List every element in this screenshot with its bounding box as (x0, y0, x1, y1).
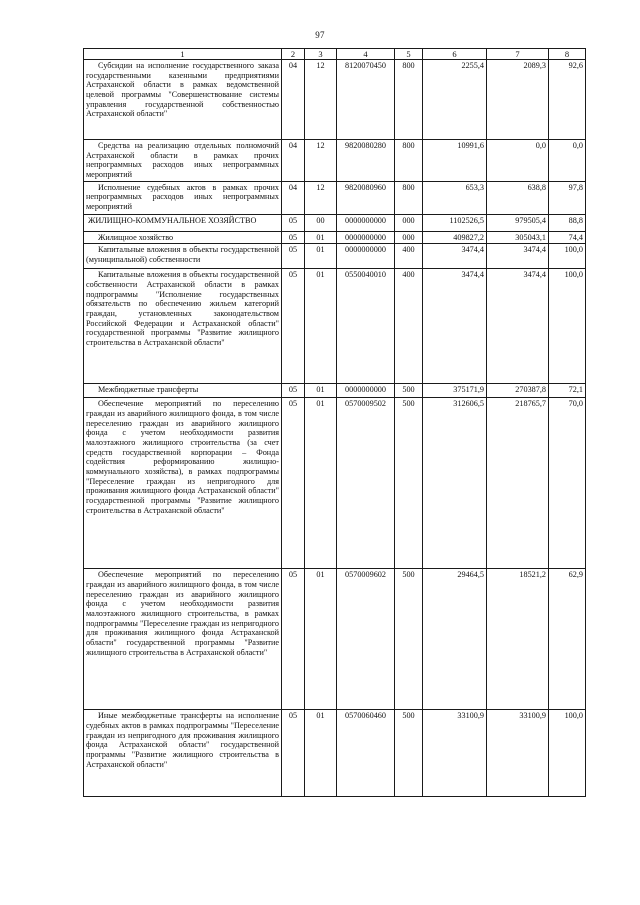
planned-amount: 409827,2 (423, 231, 487, 244)
target-article-code: 9820080280 (337, 140, 395, 182)
executed-amount: 0,0 (487, 140, 549, 182)
section-code: 05 (282, 244, 305, 269)
executed-amount: 979505,4 (487, 214, 549, 231)
row-name: Межбюджетные трансферты (84, 384, 282, 398)
section-code: 05 (282, 214, 305, 231)
executed-amount: 33100,9 (487, 710, 549, 797)
planned-amount: 3474,4 (423, 244, 487, 269)
target-article-code: 9820080960 (337, 181, 395, 214)
execution-percent: 0,0 (549, 140, 586, 182)
planned-amount: 653,3 (423, 181, 487, 214)
execution-percent: 97,8 (549, 181, 586, 214)
table-row (84, 214, 586, 231)
column-header: 2 (282, 49, 305, 60)
target-article-code: 0000000000 (337, 231, 395, 244)
expense-type-code: 800 (395, 181, 423, 214)
expense-type-code: 000 (395, 214, 423, 231)
column-header: 3 (305, 49, 337, 60)
subsection-code: 01 (305, 710, 337, 797)
table-row (84, 140, 586, 182)
execution-percent: 62,9 (549, 569, 586, 710)
table-header-row (84, 49, 586, 60)
execution-percent: 88,8 (549, 214, 586, 231)
row-name: Обеспечение мероприятий по переселению граждан из аварийного жилищного фонда, в том числе переселению граждан из аварийного жилищного фонда с учетом необходимости развития малоэтажного жилищного строительства (за счет средств государственной корпорации – Фонда содействия реформированию жилищно-коммунального хозяйства), в рамках подпрограммы "Переселение граждан из непригодного для проживания жилищного фонда Астраханской области" государственной программы "Развитие жилищного строительства в Астраханской области" (84, 398, 282, 569)
planned-amount: 3474,4 (423, 269, 487, 384)
section-code: 04 (282, 181, 305, 214)
executed-amount: 305043,1 (487, 231, 549, 244)
subsection-code: 12 (305, 181, 337, 214)
expense-type-code: 500 (395, 384, 423, 398)
column-header: 6 (423, 49, 487, 60)
execution-percent: 100,0 (549, 710, 586, 797)
planned-amount: 10991,6 (423, 140, 487, 182)
section-code: 05 (282, 231, 305, 244)
executed-amount: 638,8 (487, 181, 549, 214)
expense-type-code: 800 (395, 60, 423, 140)
row-name: Субсидии на исполнение государственного заказа государственными казенными предприятиями Астраханской области в рамках ведомственной целевой программы "Совершенствование системы управления государственной собственностью Астраханской области" (84, 60, 282, 140)
subsection-code: 12 (305, 140, 337, 182)
section-code: 05 (282, 569, 305, 710)
table-row (84, 269, 586, 384)
executed-amount: 218765,7 (487, 398, 549, 569)
executed-amount: 3474,4 (487, 244, 549, 269)
subsection-code: 01 (305, 231, 337, 244)
planned-amount: 1102526,5 (423, 214, 487, 231)
table-row (84, 244, 586, 269)
target-article-code: 0570009602 (337, 569, 395, 710)
column-header: 1 (84, 49, 282, 60)
row-name: Жилищное хозяйство (84, 231, 282, 244)
budget-table (83, 48, 586, 797)
subsection-code: 01 (305, 569, 337, 710)
table-row (84, 398, 586, 569)
target-article-code: 0570009502 (337, 398, 395, 569)
subsection-code: 01 (305, 384, 337, 398)
column-header: 8 (549, 49, 586, 60)
row-name: Исполнение судебных актов в рамках прочих непрограммных расходов иных непрограммных мероприятий (84, 181, 282, 214)
subsection-code: 01 (305, 244, 337, 269)
expense-type-code: 500 (395, 398, 423, 569)
target-article-code: 8120070450 (337, 60, 395, 140)
expense-type-code: 500 (395, 710, 423, 797)
execution-percent: 74,4 (549, 231, 586, 244)
row-name: Капитальные вложения в объекты государственной (муниципальной) собственности (84, 244, 282, 269)
execution-percent: 70,0 (549, 398, 586, 569)
subsection-code: 01 (305, 269, 337, 384)
table-row (84, 710, 586, 797)
executed-amount: 2089,3 (487, 60, 549, 140)
column-header: 7 (487, 49, 549, 60)
expense-type-code: 500 (395, 569, 423, 710)
subsection-code: 00 (305, 214, 337, 231)
target-article-code: 0550040010 (337, 269, 395, 384)
table-row (84, 569, 586, 710)
planned-amount: 2255,4 (423, 60, 487, 140)
section-code: 05 (282, 384, 305, 398)
table-row (84, 384, 586, 398)
column-header: 5 (395, 49, 423, 60)
planned-amount: 375171,9 (423, 384, 487, 398)
subsection-code: 01 (305, 398, 337, 569)
execution-percent: 100,0 (549, 269, 586, 384)
execution-percent: 100,0 (549, 244, 586, 269)
executed-amount: 18521,2 (487, 569, 549, 710)
section-code: 05 (282, 710, 305, 797)
row-name: Обеспечение мероприятий по переселению граждан из аварийного жилищного фонда, в том числе переселению граждан из аварийного жилищного фонда с учетом необходимости развития малоэтажного жилищного строительства, в рамках подпрограммы "Переселение граждан из непригодного для проживания жилищного фонда Астраханской области" государственной программы "Развитие жилищного строительства в Астраханской области" (84, 569, 282, 710)
row-name: Капитальные вложения в объекты государственной собственности Астраханской области в рамках подпрограммы "Исполнение государственных обязательств по обеспечению жильем категорий граждан, установленных законодательством Российской Федерации и Астраханской области" государственной программы "Развитие жилищного строительства в Астраханской области" (84, 269, 282, 384)
row-name: Иные межбюджетные трансферты на исполнение судебных актов в рамках подпрограммы "Переселение граждан из непригодного для проживания жилищного фонда Астраханской области" государственной программы "Развитие жилищного строительства в Астраханской области" (84, 710, 282, 797)
planned-amount: 29464,5 (423, 569, 487, 710)
subsection-code: 12 (305, 60, 337, 140)
expense-type-code: 000 (395, 231, 423, 244)
table-row (84, 60, 586, 140)
target-article-code: 0000000000 (337, 214, 395, 231)
expense-type-code: 400 (395, 244, 423, 269)
target-article-code: 0570060460 (337, 710, 395, 797)
column-header: 4 (337, 49, 395, 60)
expense-type-code: 400 (395, 269, 423, 384)
section-code: 04 (282, 60, 305, 140)
expense-type-code: 800 (395, 140, 423, 182)
row-name: ЖИЛИЩНО-КОММУНАЛЬНОЕ ХОЗЯЙСТВО (84, 214, 282, 231)
section-code: 05 (282, 398, 305, 569)
row-name: Средства на реализацию отдельных полномочий Астраханской области в рамках прочих непрограммных расходов иных непрограммных мероприятий (84, 140, 282, 182)
section-code: 04 (282, 140, 305, 182)
execution-percent: 72,1 (549, 384, 586, 398)
target-article-code: 0000000000 (337, 244, 395, 269)
executed-amount: 270387,8 (487, 384, 549, 398)
target-article-code: 0000000000 (337, 384, 395, 398)
execution-percent: 92,6 (549, 60, 586, 140)
planned-amount: 312606,5 (423, 398, 487, 569)
page-number: 97 (315, 30, 325, 40)
section-code: 05 (282, 269, 305, 384)
executed-amount: 3474,4 (487, 269, 549, 384)
table-row (84, 231, 586, 244)
planned-amount: 33100,9 (423, 710, 487, 797)
table-row (84, 181, 586, 214)
